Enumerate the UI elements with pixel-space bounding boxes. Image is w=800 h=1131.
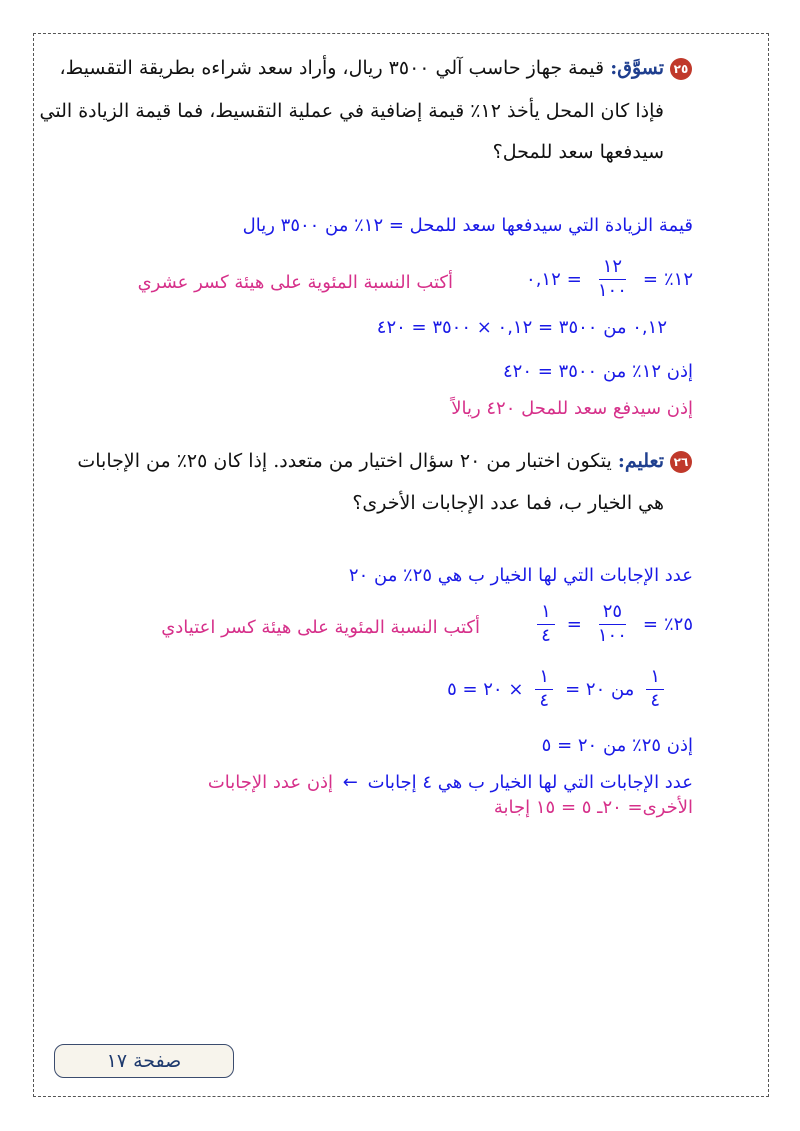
solution-26-note: أكتب النسبة المئوية على هيئة كسر اعتيادي — [161, 617, 480, 638]
problem-25-number: ٢٥ — [670, 58, 692, 80]
solution-26-result: إذن ٢٥٪ من ٢٠ = ٥ — [541, 735, 693, 756]
solution-26-fraction-1 — [594, 603, 631, 646]
solution-25-decimal: ٠,١٢ — [526, 268, 561, 290]
solution-26-conclusion-blue: عدد الإجابات التي لها الخيار ب هي ٤ إجابات — [367, 772, 693, 793]
solution-26-calc-fraction-1 — [646, 668, 664, 711]
solution-25-equals-2: = — [566, 268, 582, 290]
solution-26-calc-part-1: من ٢٠ = — [565, 678, 635, 700]
solution-26-fraction-2-numerator: ١ — [537, 603, 555, 625]
solution-26-calc-part-2: × ٢٠ = ٥ — [447, 678, 524, 700]
solution-26-conclusion-line-1 — [208, 772, 693, 793]
solution-26-calc-fraction-2-numerator: ١ — [535, 668, 553, 690]
solution-26-fraction-2-denominator: ٤ — [541, 624, 551, 646]
page-number-label: صفحة ١٧ — [54, 1044, 234, 1078]
solution-26-calc-fraction-1-numerator: ١ — [646, 668, 664, 690]
solution-25-calculation: ٠,١٢ من ٣٥٠٠ = ٠,١٢ × ٣٥٠٠ = ٤٢٠ — [376, 317, 667, 338]
problem-26-keyword: تعليم: — [617, 450, 664, 472]
problem-25-text-1: قيمة جهاز حاسب آلي ٣٥٠٠ ريال، وأراد سعد شراءه بطريقة التقسيط، — [59, 57, 605, 79]
solution-26-percent-conversion — [531, 603, 693, 646]
solution-26-calc-fraction-2 — [535, 668, 553, 711]
solution-26-conclusion-pink-1: إذن عدد الإجابات — [207, 772, 334, 793]
solution-25-fraction — [594, 258, 631, 301]
solution-26-calc-fraction-1-denominator: ٤ — [650, 689, 660, 711]
arrow-left-icon: ← — [342, 772, 358, 793]
solution-26-equals-1: = — [642, 613, 658, 635]
solution-26-fraction-1-denominator: ١٠٠ — [597, 624, 627, 646]
problem-26-text-1: يتكون اختبار من ٢٠ سؤال اختيار من متعدد. إذا كان ٢٥٪ من الإجابات — [77, 450, 612, 472]
solution-26-calc-fraction-2-denominator: ٤ — [539, 689, 550, 711]
solution-26-fraction-1-numerator: ٢٥ — [599, 603, 626, 625]
solution-25-percent: ١٢٪ — [663, 268, 693, 290]
solution-26-conclusion-pink-2: الأخرى= ٢٠ـ ٥ = ١٥ إجابة — [493, 797, 693, 818]
solution-25-percent-conversion — [526, 258, 693, 301]
solution-26-fraction-2 — [537, 603, 555, 646]
problem-25-text-2: فإذا كان المحل يأخذ ١٢٪ قيمة إضافية في عملية التقسيط، فما قيمة الزيادة التي — [39, 100, 664, 122]
problem-26-line-1 — [77, 450, 692, 473]
problem-26-text-2: هي الخيار ب، فما عدد الإجابات الأخرى؟ — [352, 492, 664, 514]
solution-25-statement: قيمة الزيادة التي سيدفعها سعد للمحل = ١٢٪ من ٣٥٠٠ ريال — [242, 215, 693, 236]
solution-25-result: إذن ١٢٪ من ٣٥٠٠ = ٤٢٠ — [503, 361, 693, 382]
problem-25-line-1 — [60, 57, 692, 80]
problem-26-number: ٢٦ — [670, 451, 692, 473]
solution-26-equals-2: = — [566, 613, 582, 635]
problem-25-text-3: سيدفعها سعد للمحل؟ — [492, 141, 664, 163]
solution-25-fraction-numerator: ١٢ — [599, 258, 626, 280]
problem-25-keyword: تسوَّق: — [610, 57, 664, 79]
solution-25-conclusion: إذن سيدفع سعد للمحل ٤٢٠ ريالاً — [451, 398, 693, 419]
solution-26-statement: عدد الإجابات التي لها الخيار ب هي ٢٥٪ من ٢٠ — [348, 565, 693, 586]
solution-25-note: أكتب النسبة المئوية على هيئة كسر عشري — [137, 272, 453, 293]
solution-25-fraction-denominator: ١٠٠ — [597, 279, 627, 301]
solution-26-percent: ٢٥٪ — [663, 613, 693, 635]
solution-26-calculation — [441, 668, 670, 711]
solution-25-equals-1: = — [642, 268, 658, 290]
